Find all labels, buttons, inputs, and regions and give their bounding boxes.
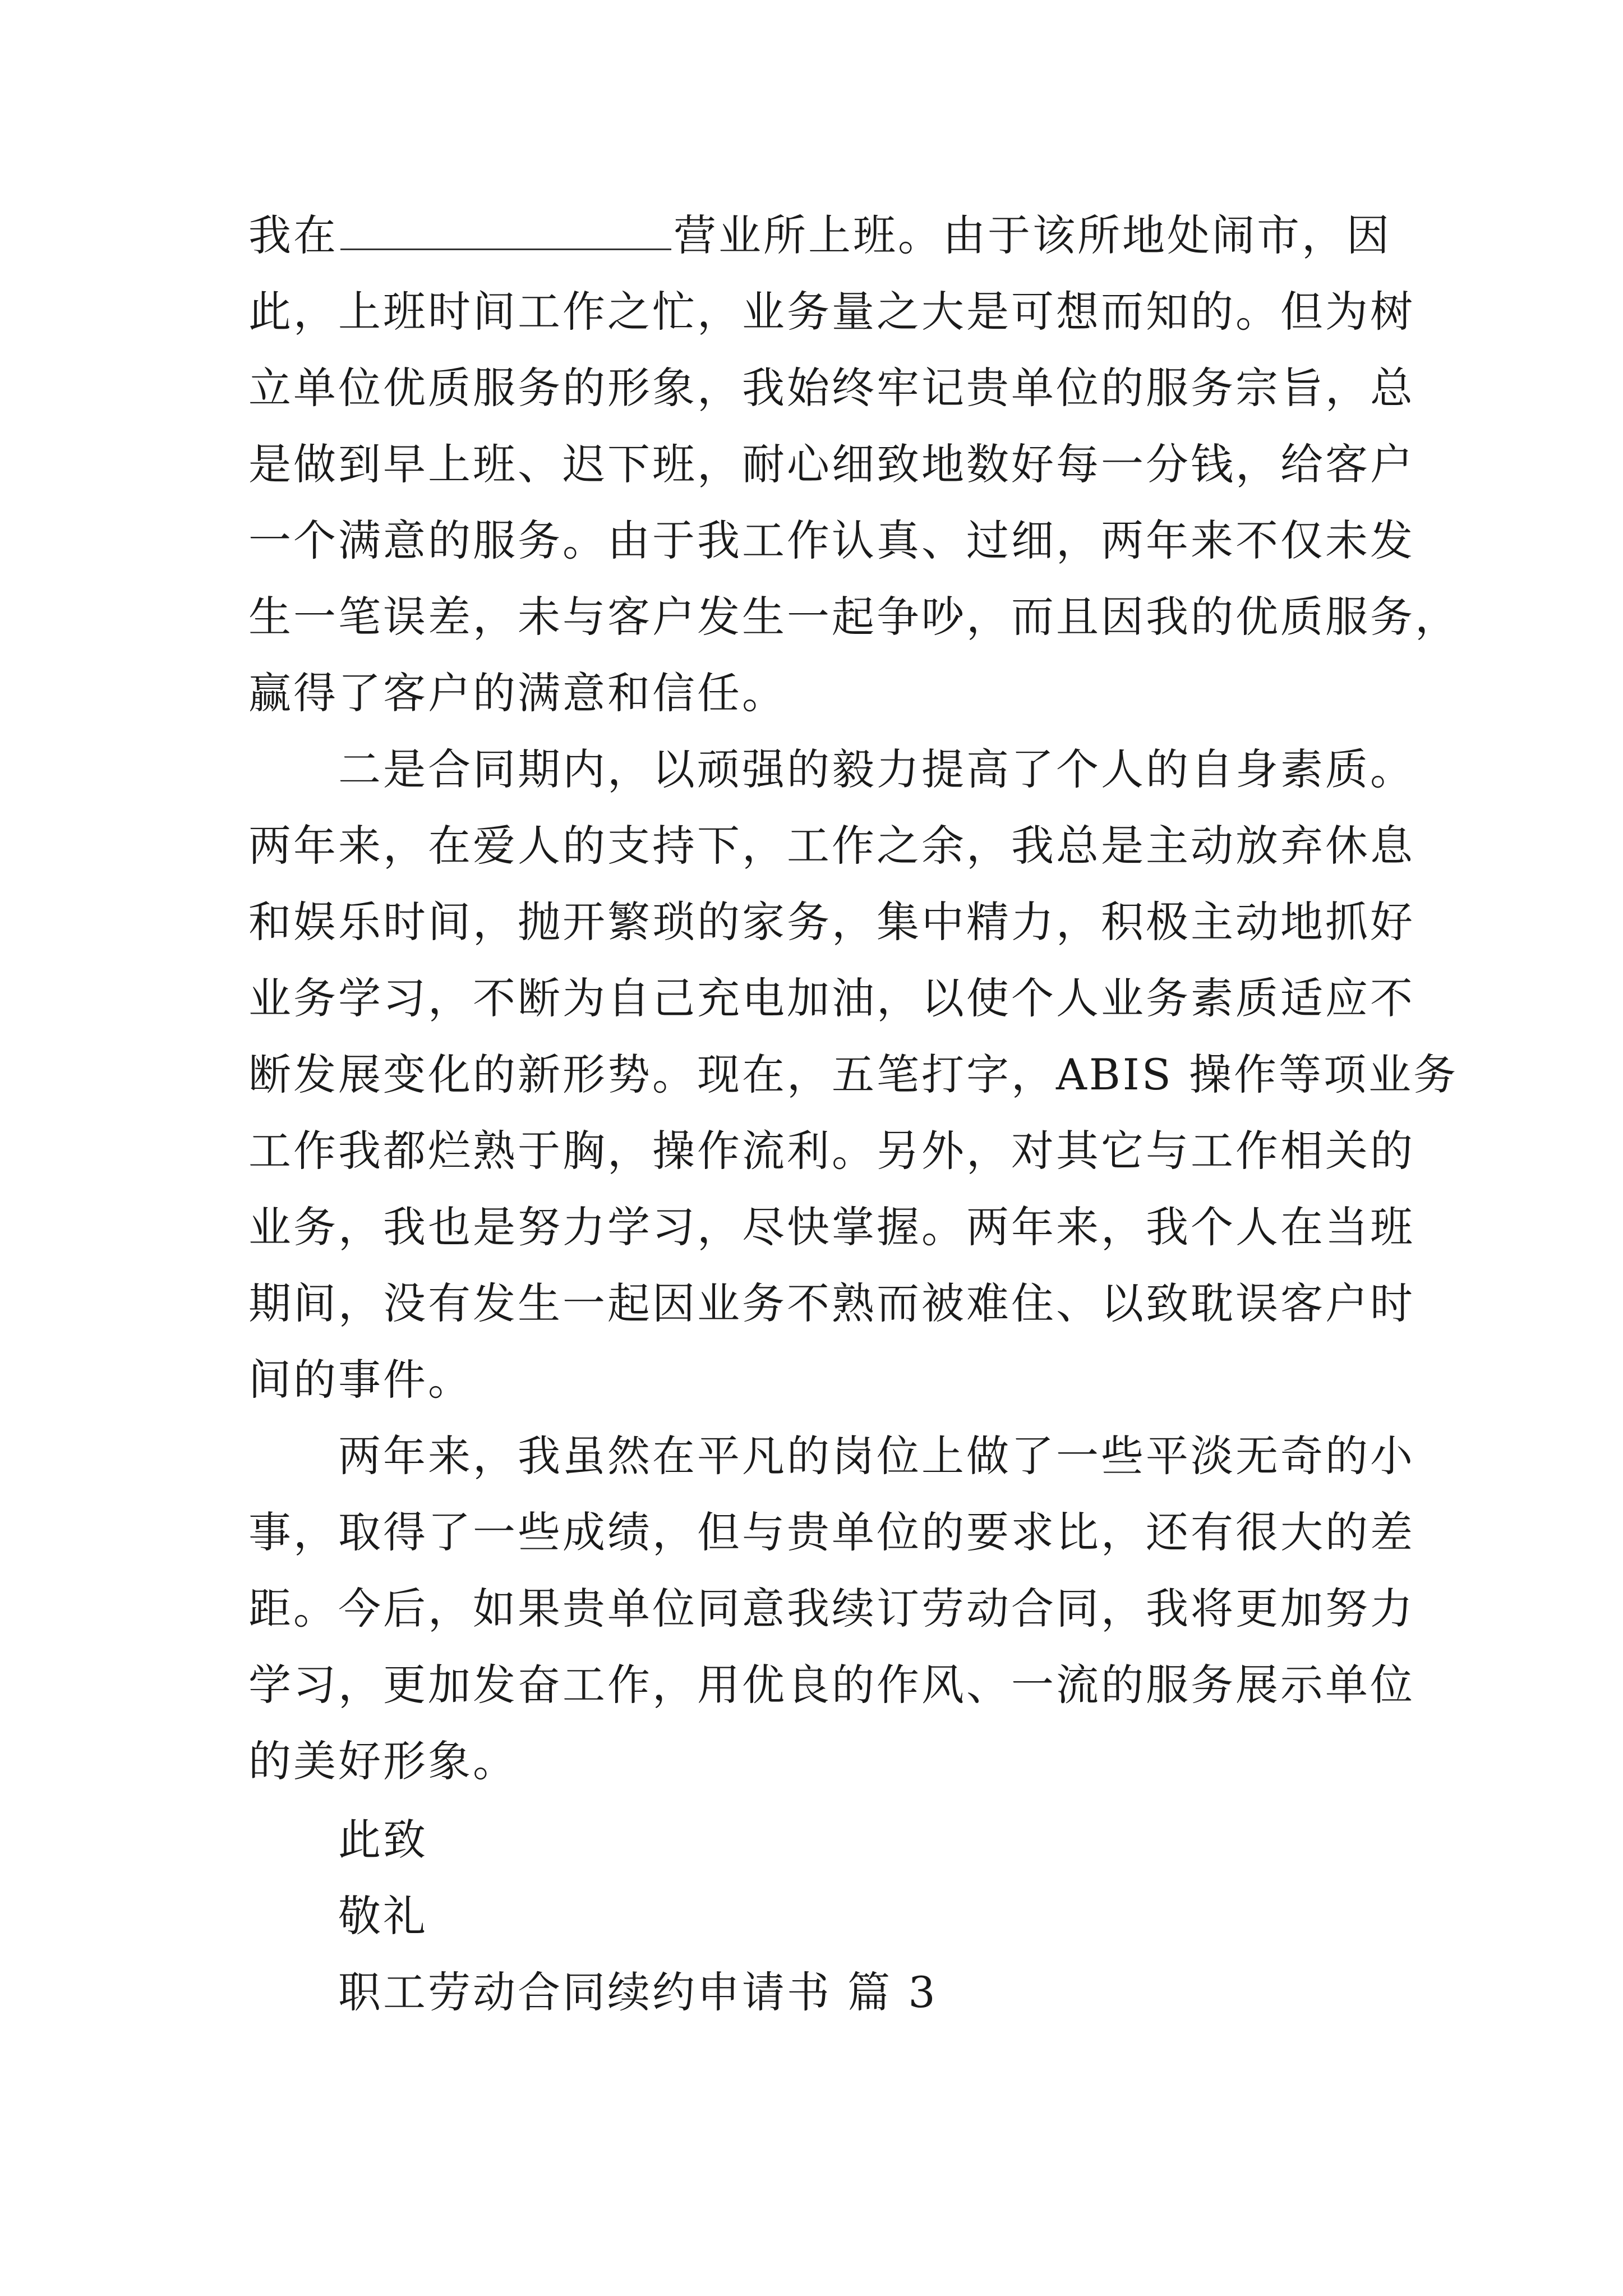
paragraph-2-line-9: 间的事件。 (248, 1355, 473, 1405)
next-section-heading: 职工劳动合同续约申请书 篇 3 (338, 1967, 938, 2017)
paragraph-1-line-3: 立单位优质服务的形象，我始终牢记贵单位的服务宗旨，总 (248, 363, 1415, 413)
paragraph-2-line-7: 业务，我也是努力学习，尽快掌握。两年来，我个人在当班 (248, 1202, 1415, 1252)
paragraph-3-line-4: 学习，更加发奋工作，用优良的作风、一流的服务展示单位 (248, 1660, 1415, 1710)
paragraph-2-line-2: 两年来，在爱人的支持下，工作之余，我总是主动放弃休息 (248, 821, 1415, 871)
paragraph-3-line-1: 两年来，我虽然在平凡的岗位上做了一些平淡无奇的小 (338, 1431, 1415, 1481)
paragraph-1-line-4: 是做到早上班、迟下班，耐心细致地数好每一分钱，给客户 (248, 439, 1415, 489)
paragraph-1-line-5: 一个满意的服务。由于我工作认真、过细，两年来不仅未发 (248, 516, 1415, 565)
paragraph-2-line-6: 工作我都烂熟于胸，操作流利。另外，对其它与工作相关的 (248, 1126, 1415, 1176)
text-after-blank: 营业所上班。由于该所地处闹市，因 (674, 210, 1391, 260)
paragraph-2-line-4: 业务学习，不断为自己充电加油，以使个人业务素质适应不 (248, 973, 1415, 1023)
salutation-cizhi: 此致 (338, 1815, 428, 1865)
paragraph-2-line-1: 二是合同期内，以顽强的毅力提高了个人的自身素质。 (338, 744, 1415, 794)
paragraph-3-line-2: 事，取得了一些成绩，但与贵单位的要求比，还有很大的差 (248, 1507, 1415, 1557)
paragraph-3-line-5: 的美好形象。 (248, 1736, 518, 1786)
paragraph-2-line-5: 断发展变化的新形势。现在，五笔打字，ABIS 操作等项业务 (248, 1050, 1458, 1099)
paragraph-1-line-6: 生一笔误差，未与客户发生一起争吵，而且因我的优质服务， (248, 592, 1460, 642)
paragraph-1-line-7: 赢得了客户的满意和信任。 (248, 668, 787, 718)
paragraph-1-line-1 (248, 208, 1391, 264)
paragraph-1-line-2: 此，上班时间工作之忙，业务量之大是可想而知的。但为树 (248, 287, 1415, 337)
fill-in-blank (340, 215, 671, 250)
salutation-jingli: 敬礼 (338, 1891, 428, 1941)
paragraph-3-line-3: 距。今后，如果贵单位同意我续订劳动合同，我将更加努力 (248, 1584, 1415, 1634)
paragraph-2-line-8: 期间，没有发生一起因业务不熟而被难住、以致耽误客户时 (248, 1278, 1415, 1328)
paragraph-2-line-3: 和娱乐时间，抛开繁琐的家务，集中精力，积极主动地抓好 (248, 897, 1415, 947)
text-before-blank: 我在 (248, 210, 338, 260)
